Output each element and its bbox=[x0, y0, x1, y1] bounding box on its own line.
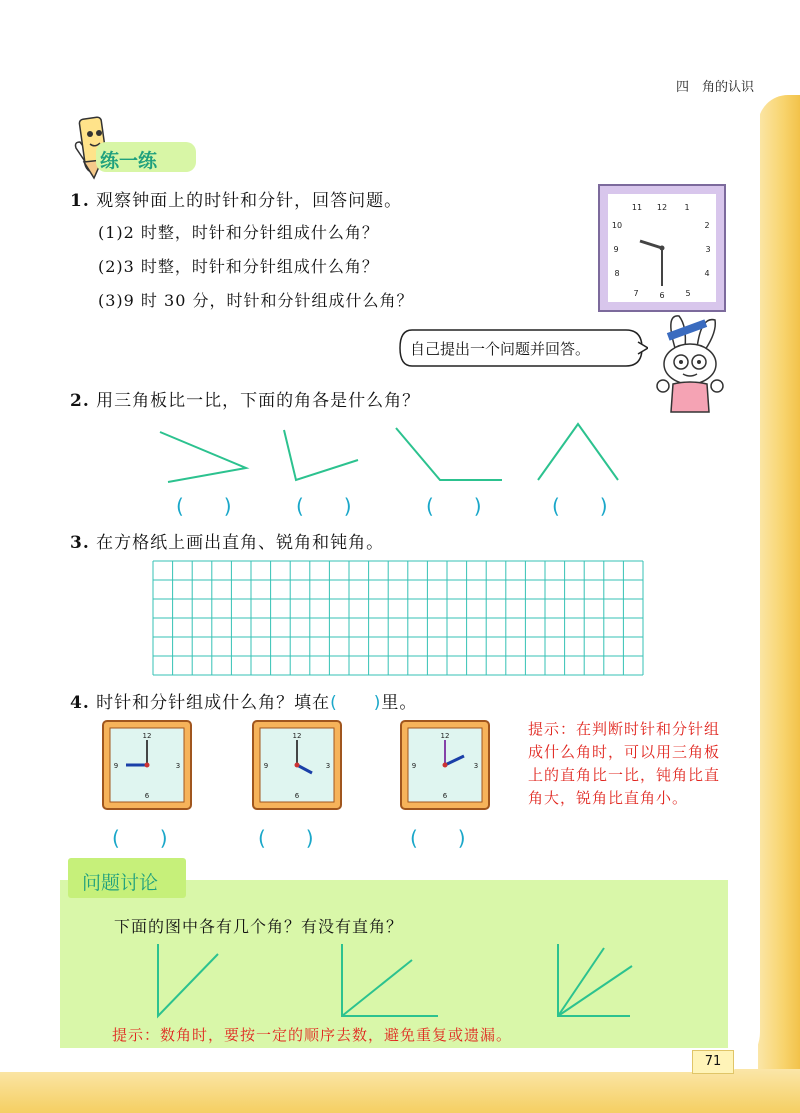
clock-number: 12 bbox=[142, 732, 152, 740]
clock-face-figure bbox=[598, 184, 726, 312]
clock-number: 9 bbox=[613, 245, 619, 254]
angle-figure bbox=[396, 428, 502, 480]
angle-count-figures bbox=[150, 940, 650, 1022]
angle-figure bbox=[284, 430, 358, 480]
angle-ray bbox=[558, 948, 604, 1016]
question-number: 1. bbox=[70, 191, 90, 211]
question-2 bbox=[70, 386, 420, 411]
answer-paren: ( ) bbox=[552, 494, 608, 518]
question-4 bbox=[70, 688, 417, 713]
clock-number: 1 bbox=[684, 203, 690, 212]
question-1 bbox=[70, 186, 402, 211]
question-text: 在方格纸上画出直角、锐角和钝角。 bbox=[96, 533, 385, 553]
clock-number: 5 bbox=[685, 289, 691, 298]
question-1-sub-3: (3)9 时 30 分，时针和分针组成什么角？ bbox=[98, 291, 414, 310]
question-1-sub-2: (2)3 时整，时针和分针组成什么角？ bbox=[98, 257, 379, 276]
clock-icon bbox=[102, 720, 192, 810]
question-1-sub-1: (1)2 时整，时针和分针组成什么角？ bbox=[98, 223, 379, 242]
clock-number: 9 bbox=[113, 762, 119, 770]
page-edge-decoration bbox=[758, 95, 800, 1113]
section-title: 练一练 bbox=[100, 150, 158, 172]
angle-figures bbox=[150, 420, 630, 490]
clock-number: 12 bbox=[440, 732, 450, 740]
question-text: 用三角板比一比，下面的角各是什么角？ bbox=[96, 391, 421, 411]
clock-number: 9 bbox=[411, 762, 417, 770]
speech-bubble-text: 自己提出一个问题并回答。 bbox=[410, 340, 591, 358]
question-3 bbox=[70, 528, 384, 553]
clock-number: 3 bbox=[473, 762, 479, 770]
chapter-header: 四 角的认识 bbox=[676, 80, 755, 95]
clock-number: 12 bbox=[656, 203, 668, 212]
clock-number: 3 bbox=[325, 762, 331, 770]
clock-number: 8 bbox=[614, 269, 620, 278]
square-grid-paper bbox=[152, 560, 644, 676]
page-bottom-decoration bbox=[0, 1069, 800, 1113]
answer-paren: ( ) bbox=[258, 826, 314, 850]
clock-number: 11 bbox=[631, 203, 643, 212]
clock-number: 12 bbox=[292, 732, 302, 740]
clock-number: 3 bbox=[705, 245, 711, 254]
discussion-hint: 提示：数角时，要按一定的顺序去数，避免重复或遗漏。 bbox=[112, 1026, 513, 1044]
angle-ray bbox=[342, 960, 412, 1016]
answer-paren: ( ) bbox=[112, 826, 168, 850]
clock-number: 4 bbox=[704, 269, 710, 278]
answer-paren: ( ) bbox=[296, 494, 352, 518]
question-number: 4. bbox=[70, 693, 90, 713]
clock-number: 6 bbox=[144, 792, 150, 800]
angle-figure bbox=[160, 432, 246, 482]
question-number: 3. bbox=[70, 533, 90, 553]
discussion-question: 下面的图中各有几个角？有没有直角？ bbox=[114, 917, 404, 936]
clock-number: 2 bbox=[704, 221, 710, 230]
clock-number: 6 bbox=[442, 792, 448, 800]
clock-number: 6 bbox=[294, 792, 300, 800]
angle-figure bbox=[538, 424, 618, 480]
clock-number: 10 bbox=[611, 221, 623, 230]
answer-paren: ( ) bbox=[426, 494, 482, 518]
inline-paren: ( ) bbox=[330, 693, 382, 713]
clock-number: 9 bbox=[263, 762, 269, 770]
question-text-end: 里。 bbox=[381, 693, 418, 713]
answer-paren: ( ) bbox=[410, 826, 466, 850]
clock-icon bbox=[252, 720, 342, 810]
angle-figure bbox=[158, 944, 218, 1016]
hint-text: 提示：在判断时针和分针组成什么角时，可以用三角板上的直角比一比，钝角比直角大，锐角比直角小。 bbox=[528, 720, 721, 807]
question-text: 时针和分针组成什么角？填在 bbox=[96, 693, 331, 713]
angle-figure bbox=[558, 944, 630, 1016]
question-number: 2. bbox=[70, 391, 90, 411]
clock-icon bbox=[600, 186, 724, 310]
answer-paren: ( ) bbox=[176, 494, 232, 518]
rabbit-mascot-icon bbox=[645, 312, 735, 420]
discussion-title: 问题讨论 bbox=[82, 872, 159, 894]
angle-ray bbox=[558, 966, 632, 1016]
page-number: 71 bbox=[692, 1050, 734, 1074]
clock-number: 3 bbox=[175, 762, 181, 770]
clock-icon bbox=[400, 720, 490, 810]
question-text: 观察钟面上的时针和分针，回答问题。 bbox=[96, 191, 403, 211]
clock-number: 7 bbox=[633, 289, 639, 298]
clock-number: 6 bbox=[659, 291, 665, 300]
